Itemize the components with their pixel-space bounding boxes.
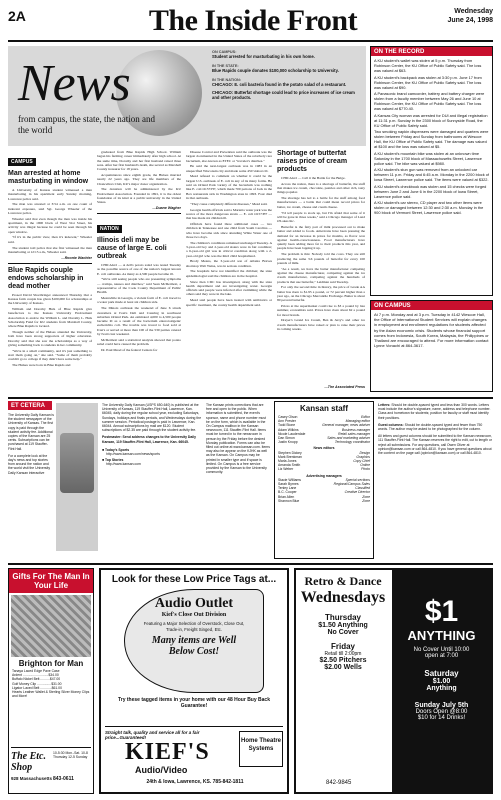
story-paragraph: Officials have found three additional cases — two children in Tennessee and one child from South Carolina — who have become sick since attending White Water one of those two days. xyxy=(186,221,272,239)
etc-shop-hours: 10-5:30 Mon.-Sat. 10-8 Thursday 12-5 Sunday xyxy=(53,751,88,760)
issue-day: Wednesday xyxy=(454,8,493,15)
gift-item: Golf Money Clip ...............$31.00 xyxy=(12,681,62,686)
staff-name: Adam Wilkins xyxy=(278,427,299,432)
udk-info xyxy=(102,403,202,467)
gifts-store-name: Brighton for Man xyxy=(18,659,84,668)
news-index-section: ON CAMPUS: xyxy=(212,50,237,54)
retro-dance-ad xyxy=(294,568,493,794)
staff-name: Nicole Lauderdale xyxy=(278,431,306,436)
saturday-label: Saturday xyxy=(424,669,459,678)
story-paragraph: "We're in a small community, and it's just something to start them going on," she said. "Some of them probably couldn't go to college if they didn't have some help." xyxy=(8,348,92,362)
gifts-items xyxy=(9,668,93,699)
thursday-line1: $1.50 Anything xyxy=(318,622,368,629)
staff-row xyxy=(278,467,370,471)
kiefs-logo: KIEF'S xyxy=(125,739,210,765)
gift-item: Buffalo Nickel Belt ..........$47.00 xyxy=(12,677,61,682)
story-paragraph: The donation will be administered by the KU Endowment Association. Founded in 1891, it is the oldest foundation of its kind at a public university in the United States. xyxy=(97,187,181,205)
story-paragraph: McDermott said a statistical analysis showed that potato salad could have caused the problem. xyxy=(97,337,181,347)
price-tag-graphic xyxy=(124,589,264,693)
staff-role: Business manager xyxy=(341,427,370,432)
friday-line1: Retail till 2:00pm xyxy=(324,651,362,657)
kiefs-logo-sub: Audio/Video xyxy=(135,765,188,775)
kiefs-tagline: Straight talk, quality and service all for a fair price...Guaranteed! xyxy=(105,730,200,740)
third-column xyxy=(186,150,272,390)
staff-role: Design xyxy=(359,450,370,455)
staff-role: Graphics xyxy=(356,454,370,459)
staff-name: Tenley Lane xyxy=(278,486,297,491)
campus-story xyxy=(8,188,92,254)
story-paragraph: A University of Kansas student witnessed a man masturbating in his apartment early Sunday morning, Lawrence police said. xyxy=(8,188,92,201)
staff-row xyxy=(278,440,370,444)
udk-text: The University Daily Kansan (USPS 650-640) is published at the University of Kansas, 119 Stauffer-Flint Hall, Lawrence, Kan. 66045, daily during the regular school year, excluding Saturdays, Sundays, holidays and finals periods, and Wednesdays during the summer session. Periodical postage is paid in Lawrence, Kan. 66044. Annual subscriptions by mail are $120. Student subscriptions of $2.35 are paid through the student activity fee. xyxy=(102,403,202,433)
story-paragraph: "I'd tell people to stock up, but I'm afraid that some of it will be gone in three weeks," said a Chicago manager of Land O'Lakes Inc. xyxy=(277,210,365,224)
butterfat-column xyxy=(277,150,365,390)
staff-role: Online xyxy=(360,463,370,468)
staff-role: Copy Chief xyxy=(353,459,370,464)
etc-shop-address: 928 Massachusetts xyxy=(11,776,53,781)
guest-paragraph xyxy=(378,423,493,431)
staff-role: Photo xyxy=(361,467,370,472)
story-paragraph: Across the nation, there is a shortage of butterfat, the stuff that makes ice cream, chocolate, pastries and other rich, tasty things popular. xyxy=(277,181,365,195)
on-campus-box xyxy=(370,300,493,392)
ad-managers-label: Advertising managers xyxy=(306,473,342,478)
staff-role: Regional/Campus Sales xyxy=(333,482,370,487)
news-title: News xyxy=(18,55,131,112)
state-story-continued xyxy=(97,150,181,205)
letters-label: Letters: xyxy=(378,403,391,407)
issue-date: June 24, 1998 xyxy=(447,17,493,24)
story-paragraph: Mead said people have been treated with antibiotics or specific treatment, the county health department said. xyxy=(186,298,272,307)
saturday-price: $1.00 xyxy=(432,678,451,685)
staff-name: Liz Weber xyxy=(278,467,294,472)
record-list xyxy=(371,56,492,217)
campus-byline: —Roonie Wachter xyxy=(61,255,92,260)
retro-left xyxy=(296,570,390,792)
butterfat-headline: Shortage of butterfat raises price of cream products xyxy=(277,150,348,173)
on-campus-text: At 7 p.m. Monday and at 3 p.m. Tuesday in 4142 Wescoe Hall, the Office of International Student Services will explain changes in employment and enrollment regulations for students affected by the Asian economic crisis. Students whose financial support comes from Indonesia, South Korea, Malaysia, the Philippines or Thailand are encouraged to attend. For more information contact Lynne Vonachi at 864-3617. xyxy=(374,312,489,349)
et-cetera-label: ET CETERA xyxy=(8,401,52,410)
record-item: Two smoking napkin dispensers were damaged and quarters were stolen between Friday and Sunday from bathrooms at Wescoe Hall, the KU Office of Public Safety said. The damage was valued at $100 and the loss was valued at $5. xyxy=(374,129,489,149)
divider xyxy=(97,213,181,214)
link-home-url[interactable]: http://www.kansan.com xyxy=(106,462,141,467)
story-paragraph: Wheeler said that even though the man was inside his apartment, in the 1900 block of West 31st Street, his activity was illegal because he could be seen through his open window. xyxy=(8,216,92,234)
postmaster-text: Postmaster: Send address changes to the University Daily Kansan, 119 Stauffer-Flint Hall, Lawrence, Kan. 66045. xyxy=(102,435,197,444)
staff-name: Stephen Dickey xyxy=(278,450,302,455)
et-cetera-intro xyxy=(8,413,54,475)
saturday-item: Anything xyxy=(426,685,457,692)
state-byline: —Duane Wagher xyxy=(152,206,181,211)
kiefs-address: 24th & Iowa, Lawrence, KS. 785-842-1811 xyxy=(146,779,244,785)
story-paragraph: The Illinois outbreak the weekend of June 6 struck customers at Ivan's Deli and Catering in southwest suburban Orland Park. An estimated 4,000 to 4,500 people became ill as a result of the bacterium enterotoxigenic escherichia coli. The trouble was traced to food sold at Ivan's or served at more than 100 of the 530 parties catered by Ivan's last weekend. xyxy=(97,306,181,337)
dollar-price: $1 xyxy=(424,595,459,628)
nation-label: NATION xyxy=(97,225,122,233)
nation-story-continued xyxy=(186,150,272,307)
story-paragraph: The children's conditions remained unchanged Tuesday. A 3-year-old boy and 2-year-old sisters were in fair condition; a 6-year-old girl was in critical condition along with a 2-year-old girl who was the third child hospitalized. xyxy=(186,240,272,258)
story-paragraph: "If it's in the public view, then it's indecent," Wheeler said. xyxy=(8,235,92,244)
page-number: 2A xyxy=(8,8,26,24)
letters-paragraph xyxy=(378,403,493,420)
etc-shop-logo: The Etc. Shop xyxy=(11,751,46,773)
staff-name: Shannon Blue xyxy=(278,498,300,503)
web-links xyxy=(102,448,202,467)
news-subtitle: from campus, the state, the nation and the world xyxy=(18,114,155,135)
record-item: A Kansas City woman was arrested for DUI and illegal registration at 11:31 p.m. Sunday in the 2300 block of Sunnyside Road, the KU Office of Public Safety said. xyxy=(374,112,488,128)
staff-name: Ann Prester xyxy=(278,419,296,424)
kiefs-bottom xyxy=(105,726,283,788)
kiefs-line3: Try these tagged items in your home with our 48 Hour Buy Back Guarantee! xyxy=(118,697,270,709)
thursday-line2: No Cover xyxy=(327,629,359,636)
staff-role: Classified xyxy=(355,486,370,491)
story-paragraph: Butterfat is the fatty part of milk processed out to make butter and added to foods. Americans have been pressing the demand for an increase in prices for months, as flavor won against health-consciousness. Food manufacturers have quietly been adding more fat to their products this year, and people have been lapping it up. xyxy=(277,224,365,251)
staff-name: Mark Brenkman xyxy=(278,454,302,459)
record-item: A KU student's stun gun was removed from an unlocked car between 11 p.m. Friday and 6:45 a.m. Monday in the 2200 block of Iowa Street, Lawrence police said. The items were valued at $322. xyxy=(374,167,489,182)
record-item: A KU student's checkbook was stolen and 15 checks were forged between June 2 and June 6 in the 2200 block of Iowa Street, Lawrence police said. xyxy=(374,183,487,199)
campus-label: CAMPUS xyxy=(8,158,36,166)
staff-name: Brian Allen xyxy=(278,494,295,499)
staff-role: Zone xyxy=(362,494,370,499)
news-banner xyxy=(8,46,366,146)
story-paragraph: Dr. Paul Mead of the federal Centers for xyxy=(101,347,158,352)
news-index-item xyxy=(212,90,362,100)
staff-role: Managing editor xyxy=(345,419,370,424)
staff-role: Technology coordinator xyxy=(334,440,370,445)
staff-title: Kansan staff xyxy=(299,404,348,413)
news-index-item xyxy=(212,64,362,73)
kiefs-headline: Look for these Low Price Tags at... xyxy=(111,574,277,585)
outlet-name: Audio Outlet xyxy=(154,596,234,611)
story-paragraph: He said the next-largest outbreak was in 1983 in an unspecified Wisconsin city and made some 450 visitors ill. xyxy=(186,164,272,173)
divider xyxy=(8,263,92,264)
story-paragraph: Disease Control and Prevention said the outbreak was the largest documented in the United States of the relatively rare bacterium, also known as ETEC or "traveler's diarrhea." xyxy=(186,150,272,163)
outlet-line1: Featuring a Major Selection of Overstock, Close Out, Trade-in, Freight Singed, Etc. xyxy=(143,621,245,632)
gift-item: Ligator Laced Belt ............$61.00 xyxy=(12,685,62,690)
ads-rule xyxy=(8,563,493,565)
news-index-item xyxy=(212,50,362,59)
friday-label: Friday xyxy=(330,642,355,651)
news-index-section: IN THE STATE: xyxy=(212,64,239,68)
nation-story xyxy=(97,263,181,352)
campus-headline: Man arrested at home masturbating in window xyxy=(8,170,89,185)
link-sports[interactable]: ■ Today's Sports xyxy=(102,447,130,452)
record-item: A KU student's wallet was stolen at 5 p.m. Thursday from Robinson Center, the KU Office of Public Safety said. The loss was valued at $63. xyxy=(374,58,482,73)
anything-label: ANYTHING xyxy=(407,628,476,643)
staff-role: Creative Director xyxy=(344,490,370,495)
story-paragraph: "We're still seeing people who are presenting symptoms — cramps, nausea and diarrhea," said Sean McDermott, a representative of the Cook County Department of Public Health. xyxy=(97,277,181,295)
story-paragraph: The shortage has led to a battle for the stuff among food manufacturers — a battle that could mean record prices for butter, ice cream, cheese and cream cheese. xyxy=(277,196,365,209)
story-paragraph: CHICAGO — A deli's potato salad was tested Tuesday as the possible source of one of the nation's largest known E. coli outbreaks. As many as 4,500 people became ill. xyxy=(97,263,181,276)
story-paragraph: Dreyer's Grand Ice Cream, Ben & Jerry's and other ice cream manufacturers have raised or plan to raise their prices in coming weeks. xyxy=(277,318,365,331)
letters-text: Should be double-spaced typed and less than 300 words. Letters must include the author's signature, name, address and telephone number. Class and hometown for students; position for faculty or staff must identify their positions. xyxy=(378,403,491,420)
news-index-text: CHICAGO: Butterfat shortage could lead to price increases of ice cream and other products. xyxy=(212,90,355,100)
guest-text: Should be double-spaced typed and fewer than 750 words. The author may be asked to be photographed for the column. xyxy=(378,422,483,432)
on-campus-policy: The Kansan prints corrections that are free and open to the public. When information is submitted, the event's sponsor, name and phone number must be on the form, which is available in the On Campus mailbox in the Kansan newsroom, 111 Stauffer-Flint Hall. Items must be turned in to the newsroom in person by the Friday before the desired Monday publication. Forms can also be filled out online at www.kansan.com. Items may also be appear on the KJHK as well as the Kansan. On Campus may be printed in smaller type and if space is limited. On Campus is a free service provided by the Kansan to the University community. xyxy=(206,403,270,475)
home-theatre-badge: Home Theatre Systems xyxy=(239,731,283,767)
et-cetera-paragraph: For a complete look at the day's news and top stories from around the nation and the world visit the University Daily Kansan interactive xyxy=(8,453,51,475)
staff-name: Casey Olson xyxy=(278,415,298,419)
link-label: Today's Sports xyxy=(105,447,130,452)
story-paragraph: Mead refused to comment on whether it could be the largest U.S. outbreak of E. coli in any of its many forms. He said an Orland Park variety of the bacterium was nothing like E. coli O157:H7, which made 700 patrons of Jack in the Box restaurants sick in Washington state in 1993. Four died in that outbreak. xyxy=(186,174,272,200)
staff-role: General manager, news adviser xyxy=(322,423,370,428)
gift-item: Tanaya Laced Edge Pave Case xyxy=(12,669,60,673)
friday-line3: $2.00 Wells xyxy=(324,664,362,671)
story-paragraph: Brody Means, the 3-year-old son of Atlanta Braves shortstop Walt Weiss, was in serious condition. xyxy=(186,259,272,268)
sunday-label: Sunday July 5th xyxy=(414,702,469,709)
open-text: open at 7:00 xyxy=(424,653,459,659)
friday-line2: $2.50 Pitchers xyxy=(319,657,367,664)
on-the-record-label: ON THE RECORD xyxy=(371,47,492,56)
gift-item: Hearts Leather Wallet & Sterling Silver Money Clips and More! xyxy=(12,690,90,699)
news-index-section: IN THE NATION: xyxy=(212,78,242,82)
gifts-ad-title: Gifts For The Man In Your Life xyxy=(9,569,93,593)
kansan-photo xyxy=(60,433,94,493)
retro-right xyxy=(392,570,491,792)
staff-name: Justin Knopp xyxy=(278,440,298,445)
staff-name: Amanda Smith xyxy=(278,463,301,468)
story-paragraph: For only the second time in history, the price of Grade AA butter has risen to $1.95 a pound, or 72 percent higher than a year ago, on the Chicago Mercantile Exchange. Butter is about 80 percent butterfat. xyxy=(277,285,365,303)
news-index-item xyxy=(212,78,362,87)
story-paragraph: Since then CDC has investigated, along with the state health department and are investigating water. Georgia officials said people were infected after swimming while the others said they were in the lake. xyxy=(186,279,272,297)
staff-name: Sarah Byrnes xyxy=(278,482,299,487)
news-index-text: CHICAGO: E. coli bacteria found in the potato salad of a restaurant. xyxy=(212,82,347,87)
outlet-line2: Many items are Well Below Cost! xyxy=(151,635,237,657)
staff-role: Editor xyxy=(361,415,370,419)
on-the-record-box xyxy=(370,46,493,296)
story-paragraph: CHICAGO — Call it the Battle for the Bulge. xyxy=(281,176,346,180)
retro-title: Retro & Dance xyxy=(304,574,382,588)
retro-phone: 842-9845 xyxy=(326,780,352,786)
campus-column xyxy=(8,150,92,390)
letters-more: All letters and guest columns should be submitted to the Kansan newsroom, 111 Stauffer-Flint Hall. The Kansan reserves the right to edit, cut to length or reject all submissions. For any questions, call Owen Oliver at opinion@kansan.com or call 864-4810. If you have general questions about the content on the page call (opinion@kansan.com) or call 864-4810. xyxy=(378,434,493,456)
page-title: The Inside Front xyxy=(148,4,358,37)
kansan-logo-graphic xyxy=(56,403,98,551)
doors-text: Doors Open @8:00 xyxy=(415,709,468,715)
state-story xyxy=(8,293,92,368)
story-paragraph: The student told police that she first witnessed the man masturbating at 12:15 a.m., Wheeler said. xyxy=(8,245,92,254)
story-paragraph: William and Dorothy Huls of Blue Rapids give benefactors to the Kansas University Endowment Association to endow the William L. and Dorothy L. Huls Scholarship Fund for KU students from Marshall County, where Blue Rapids is located. xyxy=(8,307,92,329)
record-item: A KU student's backpack was stolen at 3:30 p.m. June 17 from Robinson Center, the KU Office of Public Safety said. The loss was valued at $90. xyxy=(374,74,482,90)
staff-role: Special sections xyxy=(345,477,370,482)
story-paragraph: The problem is this: Nobody told the cows. They are still producing the same 3.6 pounds of butterfat for every 100 pounds of milk. xyxy=(277,252,365,265)
story-paragraph: Prices at the supermarket could rise to $3 a pound by late summer, economists said. Prices have risen about 62 a pound for most brands. xyxy=(277,304,365,317)
news-index xyxy=(212,50,362,100)
staff-row xyxy=(278,499,370,503)
on-campus-label: ON CAMPUS xyxy=(371,301,492,310)
news-index-text: Blue Rapids couple donates $100,000 scholarship to University. xyxy=(212,68,339,73)
story-paragraph: Georgia health officials said a Marietta water park was the source of the more dangerous strain — E. coli O157:H7 — that has made six children ill. xyxy=(186,207,272,221)
outlet-sub: Kief's Close Out Division xyxy=(161,612,227,618)
gifts-ad-image xyxy=(11,595,91,657)
butterfat-byline: —The Associated Press xyxy=(324,385,365,389)
story-paragraph: The hospitals have not identified the children; the state epidemiologist said the children are in the hospital. xyxy=(186,269,272,278)
link-sports-url[interactable]: http://www.kansan.com/news/sports xyxy=(106,452,160,457)
etc-shop-phone: 843-0611 xyxy=(53,776,74,782)
etc-shop-block xyxy=(11,747,91,791)
nation-headline: Illinois deli may be cause of large E. coli outbreak xyxy=(97,237,167,261)
staff-name: Stacie Williams xyxy=(278,477,301,482)
staff-list xyxy=(278,415,370,503)
drinks-deal: $10 for 14 Drinks! xyxy=(417,715,466,721)
story-paragraph: graduated from Blue Rapids High School. William began his farming career immediately after high school. At the same time, Dorothy and her first husband raised three sons. After her first husband's death, she served as Marshall County treasurer for 18 years. xyxy=(97,150,181,172)
record-item: A Panasonic brand camcorder, battery and battery charger were stolen from a faculty member between May 26 and June 10 at Robinson Center, the KU Office of Public Safety said. The loss was valued at $770.40. xyxy=(374,91,485,111)
masthead-rule xyxy=(8,40,493,42)
record-item: A KU student's car stereo, CD player and two other items were stolen or damaged between 12:30 and 2:30 a.m. Monday in the 900 block of Vermont Street, Lawrence police said. xyxy=(374,200,484,215)
kiefs-ad xyxy=(99,568,289,794)
second-column xyxy=(97,150,181,390)
staff-name: B.C. Cooper xyxy=(278,490,297,495)
story-paragraph: Acquaintances since eighth grade, the Hulses married nearly 22 years ago. They are life members of the Chancellors Club, KU's major donor organization. xyxy=(97,172,181,186)
story-paragraph: "They cause completely different diseases," Mead said. xyxy=(190,201,268,206)
link-top-stories[interactable]: ■ Top Stories xyxy=(102,458,124,463)
story-paragraph: "As a result, we have the butter manufacturer competing against the cheese manufacturer, competing against the ice cream manufacturer, competing against the hundreds of products that use butterfat," Leidman said Tuesday. xyxy=(277,266,365,284)
staff-role: Sales and marketing adviser xyxy=(327,436,370,441)
link-label: Top Stories xyxy=(105,458,124,463)
staff-name: Todd Stone xyxy=(278,423,296,428)
letters-policy xyxy=(378,403,493,455)
staff-role: Retail sales manager xyxy=(338,431,370,436)
gifts-ad xyxy=(8,568,94,794)
staff-box xyxy=(274,401,374,559)
news-index-text: Student arrested for masturbating in his own home. xyxy=(212,54,315,59)
et-cetera-rule xyxy=(8,397,493,399)
story-paragraph: Meanwhile in Georgia, a violent form of E. coli traced to a water park made at least six children sick. xyxy=(97,296,181,305)
retro-weekday: Wednesdays xyxy=(300,589,386,606)
gift-item: Ardent ...........................$34.00 xyxy=(12,673,59,678)
guest-label: Guest columns: xyxy=(378,422,404,427)
thursday-label: Thursday xyxy=(324,613,361,622)
story-paragraph: Though neither of the Hulses attended the University, both have been strong supporters of higher education. Dorothy said that she saw the scholarships as a way of giving something back to students in her community. xyxy=(8,330,92,347)
staff-name: Marla Jones xyxy=(278,459,297,464)
record-item: A KU student's mountain bike was stolen at an unknown time Saturday in the 1700 block of Massachusetts Street, Lawrence police said. The bike was valued at $980. xyxy=(374,150,482,166)
story-paragraph: The Hulses were born in Blue Rapids and xyxy=(12,363,71,368)
story-paragraph: The man was arrested at 3:54 a.m. on one count of indecent exposure, said Sgt. George Wheeler of the Lawrence police. xyxy=(8,202,92,215)
story-paragraph: Prosed David Shortbringer announced Thursday that a Kansas farm couple has given $100,000 for scholarships at the University of Kansas. xyxy=(8,292,92,306)
staff-name: Dan Simon xyxy=(278,436,295,441)
et-cetera-section xyxy=(8,401,493,561)
staff-role: Zone xyxy=(362,498,370,503)
et-cetera-paragraph: The University Daily Kansan is the student newspaper of the University of Kansas. The first copy is paid through the student activity fee. Additional copies of the Kansan are 25 cents. Subscriptions can be purchased at 119 Stauffer-Flint Hall. xyxy=(8,413,54,451)
butterfat-story xyxy=(277,176,365,331)
news-editors-label: News editors xyxy=(313,446,335,451)
no-cover-text: No Cover Until 10:00 xyxy=(413,647,470,653)
state-headline: Blue Rapids couple endows scholarship in dead mother xyxy=(8,266,84,290)
